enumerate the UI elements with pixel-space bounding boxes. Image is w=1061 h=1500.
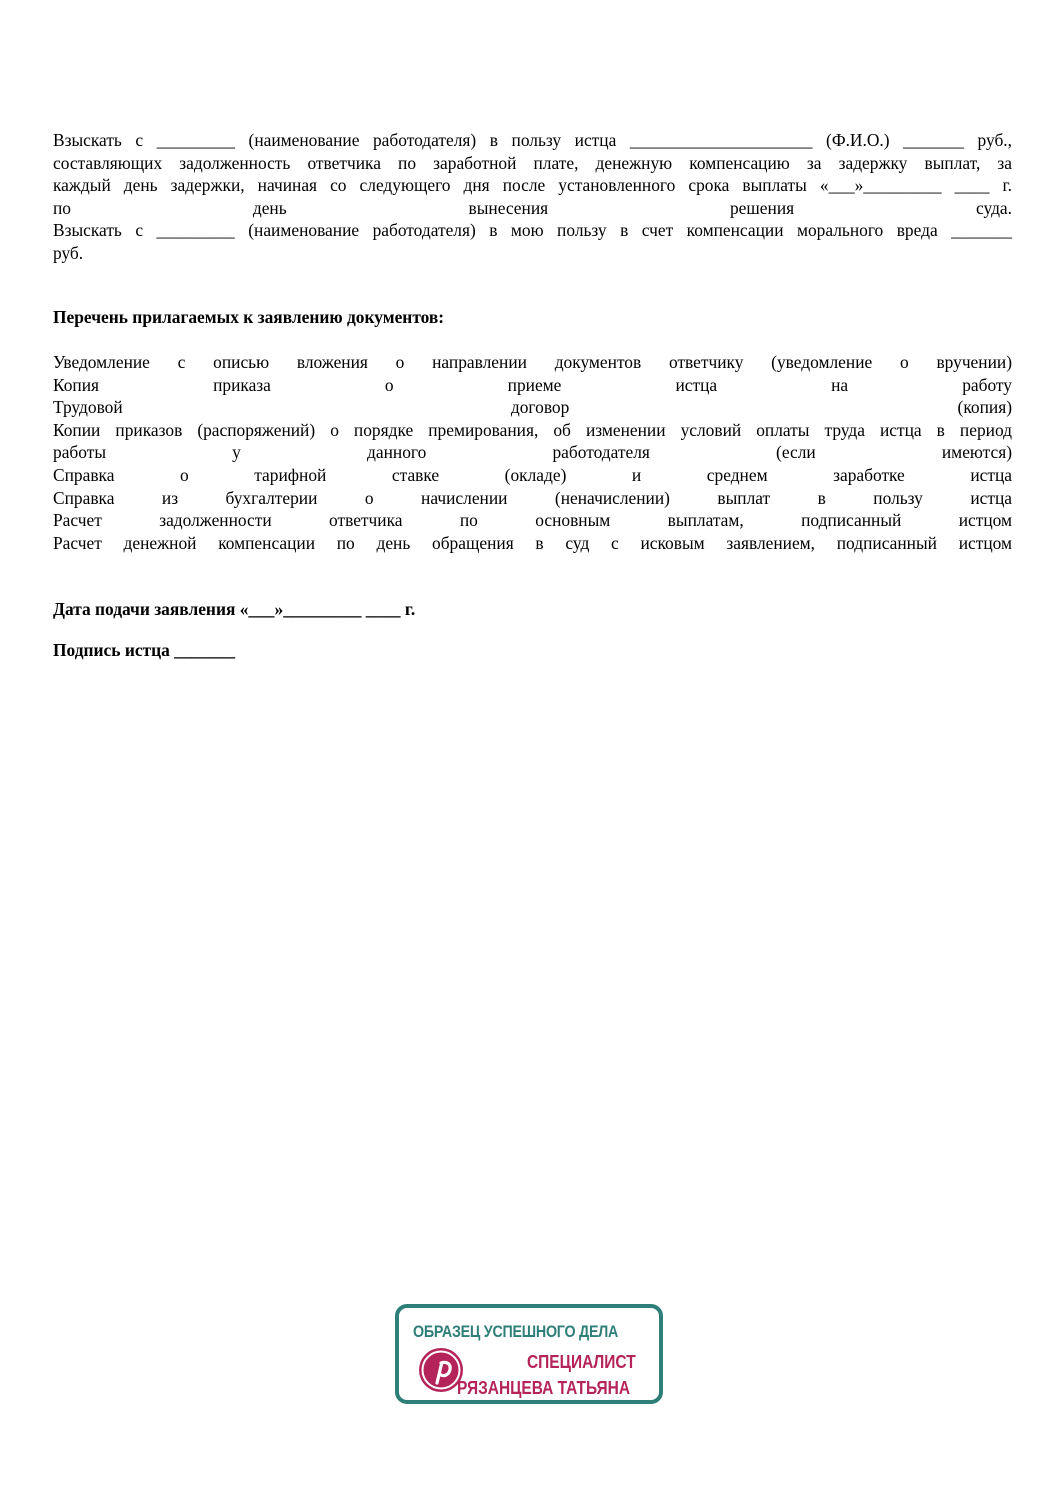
- stamp-name: РЯЗАНЦЕВА ТАТЬЯНА: [457, 1378, 631, 1398]
- list-item: Трудовой договор (копия): [53, 397, 1012, 418]
- list-item: Уведомление с описью вложения о направлении документов ответчику (уведомление о вручении): [53, 352, 1012, 372]
- claim-line-2: составляющих задолженность ответчика по заработной плате, денежную компенсацию за задержку выплат, за: [53, 152, 1012, 173]
- claim-line-4: по день вынесения решения суда.: [53, 197, 1012, 218]
- list-item: работы у данного работодателя (если имеются): [53, 442, 1012, 463]
- list-item: Копия приказа о приеме истца на работу: [53, 374, 1012, 395]
- claims-section: [53, 129, 1012, 264]
- claim-line-1: Взыскать с _________ (наименование работодателя) в пользу истца _____________________ (Ф.И.О.) _______ руб.,: [53, 130, 1012, 150]
- claim-line-3: каждый день задержки, начиная со следующего дня после установленного срока выплаты «___»_________ ____ г.: [53, 175, 1012, 195]
- attachments-heading: Перечень прилагаемых к заявлению документов:: [53, 307, 445, 327]
- claim-line-6: руб.: [53, 242, 84, 263]
- sample-stamp: [395, 1304, 663, 1404]
- list-item: Расчет задолженности ответчика по основным выплатам, подписанный истцом: [53, 510, 1012, 531]
- list-item: Справка из бухгалтерии о начислении (неначислении) выплат в пользу истца: [53, 487, 1012, 508]
- attachments-section: [53, 306, 1012, 554]
- list-item: Справка о тарифной ставке (окладе) и среднем заработке истца: [53, 464, 1012, 485]
- attachments-list: [53, 351, 1012, 554]
- document-page: [53, 129, 1012, 679]
- list-item: Копии приказов (распоряжений) о порядке премирования, об изменении условий оплаты труда истца в период: [53, 419, 1012, 440]
- signature-line: Подпись истца _______: [53, 640, 236, 661]
- filing-date: Дата подачи заявления «___»_________ ____ г.: [53, 599, 416, 620]
- claim-line-5: Взыскать с _________ (наименование работодателя) в мою пользу в счет компенсации морального вреда _______: [53, 220, 1012, 240]
- stamp-title: ОБРАЗЕЦ УСПЕШНОГО ДЕЛА: [413, 1322, 619, 1341]
- stamp-specialist: СПЕЦИАЛИСТ: [527, 1352, 636, 1372]
- list-item: Расчет денежной компенсации по день обращения в суд с исковым заявлением, подписанный истцом: [53, 532, 1012, 553]
